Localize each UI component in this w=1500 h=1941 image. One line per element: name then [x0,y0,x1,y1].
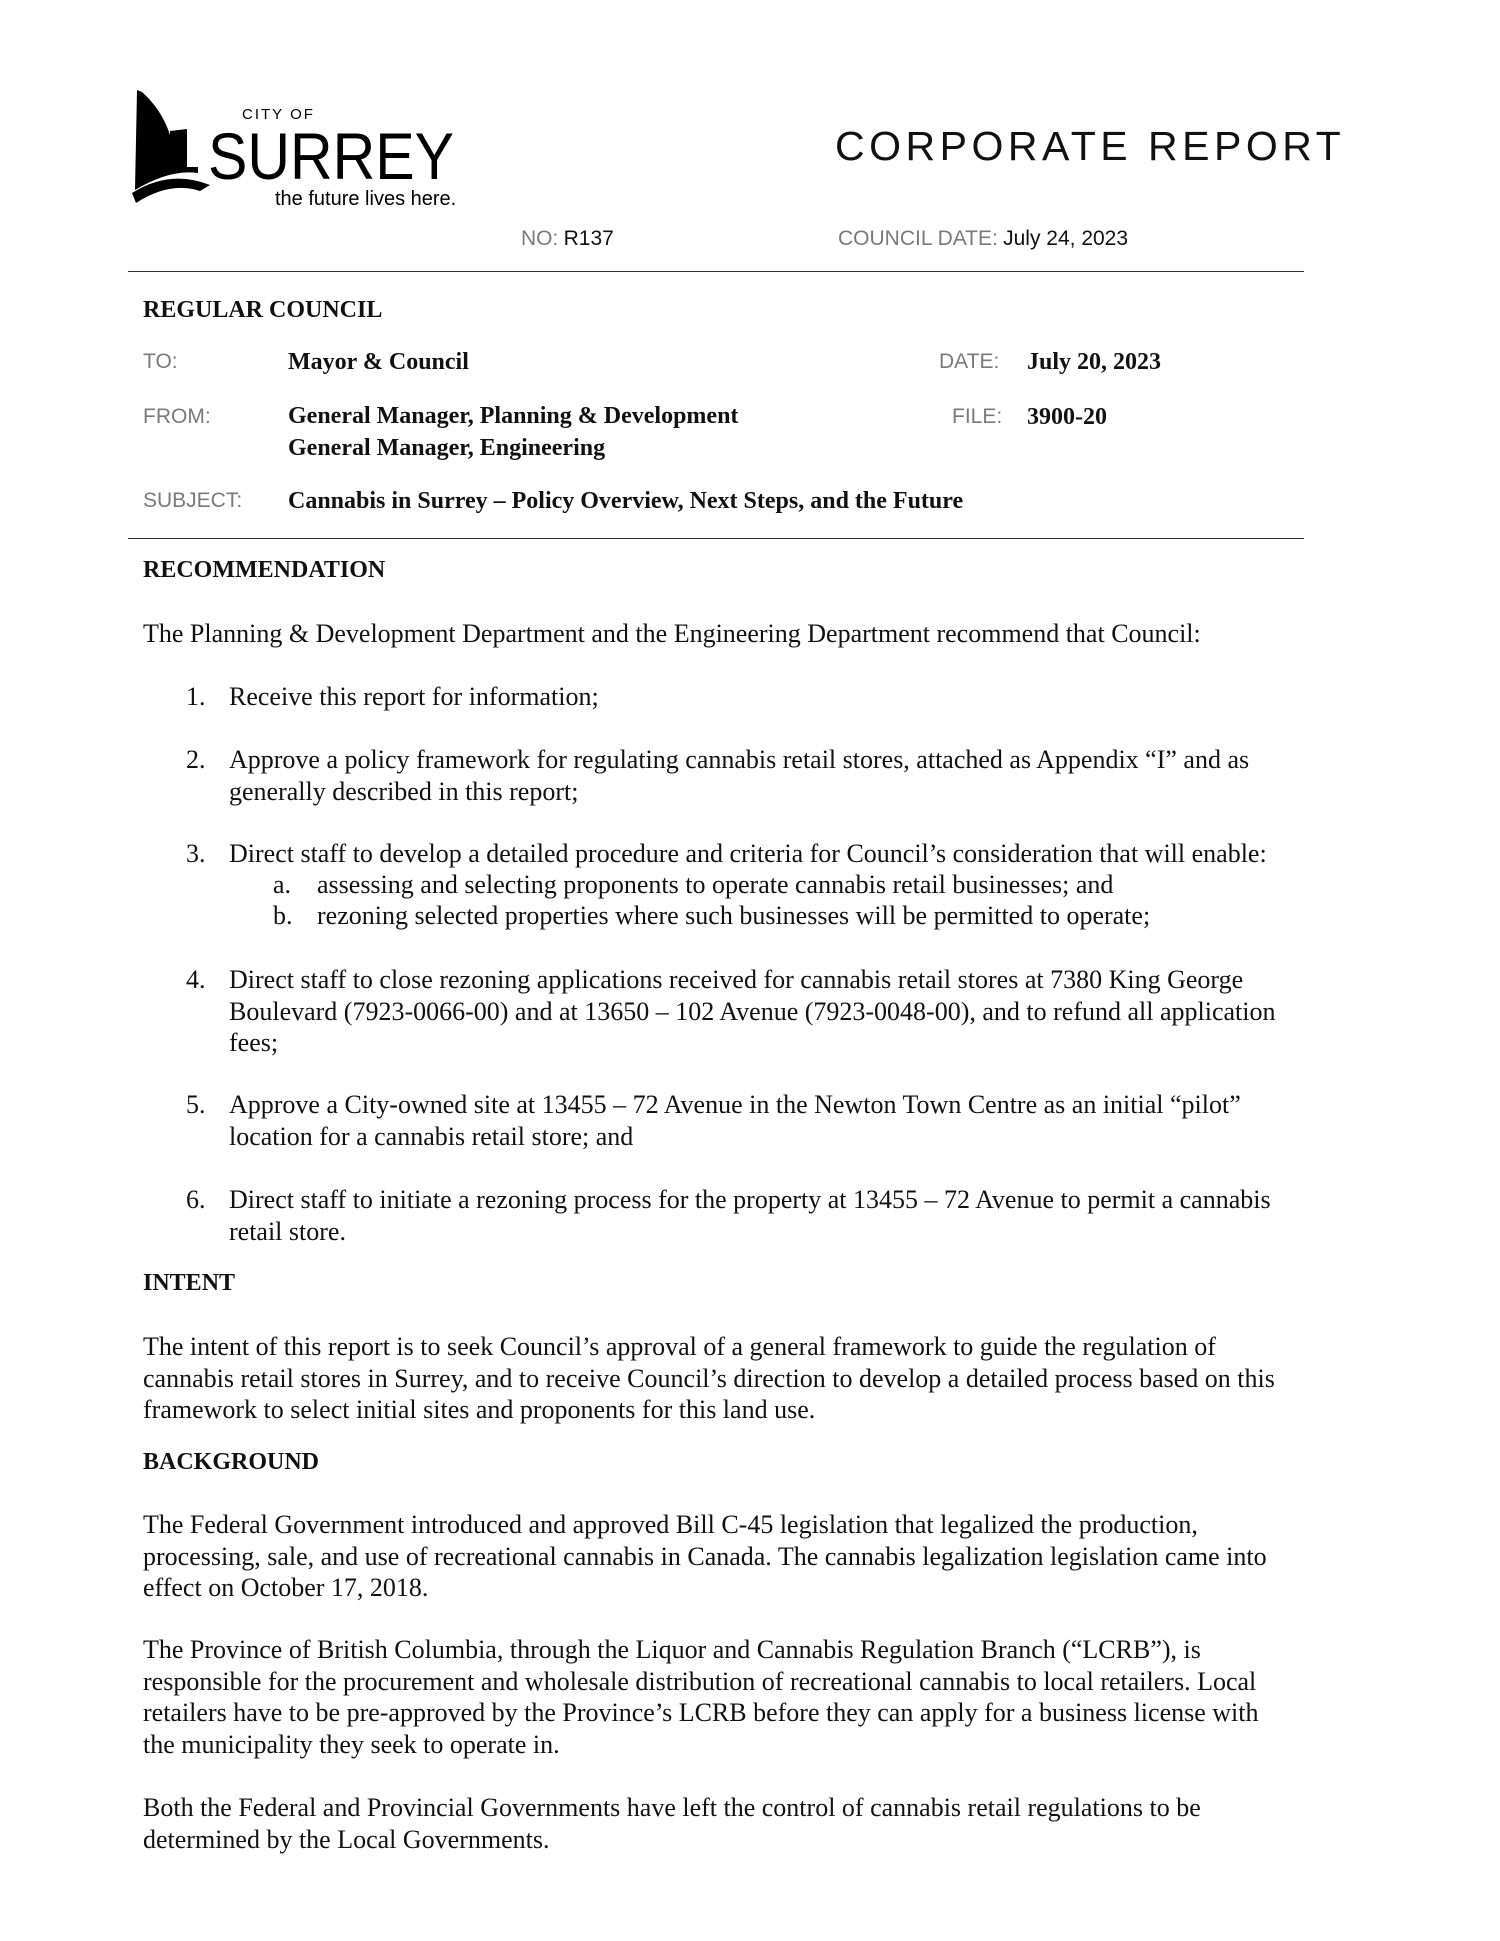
to-label: TO: [143,350,178,373]
paragraph-line: Both the Federal and Provincial Governments have left the control of cannabis retail regulations to be [143,1793,1201,1822]
item-line: Boulevard (7923-0066-00) and at 13650 – 102 Avenue (7923-0048-00), and to refund all application [229,996,1276,1026]
background-paragraph [143,1509,1267,1604]
item-line: location for a cannabis retail store; and [229,1121,634,1151]
recommendation-intro: The Planning & Development Department and the Engineering Department recommend that Council: [143,619,1201,648]
council-date-label: COUNCIL DATE: [838,227,998,250]
subitem-text: assessing and selecting proponents to operate cannabis retail businesses; and [317,870,1114,899]
paragraph-line: The intent of this report is to seek Council’s approval of a general framework to guide the regulation of [143,1332,1216,1361]
item-number: 2. [186,745,206,774]
paragraph-line: the municipality they seek to operate in. [143,1729,560,1759]
report-title: CORPORATE REPORT [835,123,1346,169]
recommendation-item [229,681,599,713]
subitem-text: rezoning selected properties where such businesses will be permitted to operate; [317,901,1151,930]
from-line: General Manager, Engineering [288,434,606,461]
subitem-letter: a. [273,870,292,899]
paragraph-line: retailers have to be pre-approved by the Province’s LCRB before they can apply for a business license with [143,1698,1259,1728]
logo-name: SURREY [208,119,454,193]
recommendation-item [229,838,1267,870]
sail-buildings-icon [130,85,460,210]
date-label: DATE: [939,350,1000,373]
item-line: retail store. [229,1216,346,1246]
paragraph-line: processing, sale, and use of recreational cannabis in Canada. The cannabis legalization legislation came into [143,1541,1267,1571]
header-divider [128,271,1304,272]
subitem-letter: b. [273,901,293,930]
paragraph-line: framework to select initial sites and proponents for this land use. [143,1395,816,1425]
recommendation-item [229,744,1249,807]
city-of-surrey-logo [130,85,460,210]
item-line: fees; [229,1028,279,1058]
intent-heading: INTENT [143,1270,236,1296]
item-line: generally described in this report; [229,776,579,806]
item-line: Approve a City-owned site at 13455 – 72 Avenue in the Newton Town Centre as an initial “pilot” [229,1090,1241,1119]
logo-tagline: the future lives here. [275,188,457,210]
report-number [521,223,614,255]
fields-divider [128,538,1304,539]
paragraph-line: The Federal Government introduced and approved Bill C-45 legislation that legalized the production, [143,1510,1198,1539]
subject-label: SUBJECT: [143,489,243,512]
paragraph-line: responsible for the procurement and wholesale distribution of recreational cannabis to local retailers. Local [143,1666,1257,1696]
paragraph-line: cannabis retail stores in Surrey, and to receive Council’s direction to develop a detailed process based on this [143,1363,1275,1393]
to-value: Mayor & Council [288,349,469,375]
file-label: FILE: [952,405,1003,428]
item-number: 3. [186,839,206,868]
logo-city-of: CITY OF [242,106,315,123]
item-number: 1. [186,682,206,711]
item-line: Direct staff to close rezoning applications received for cannabis retail stores at 7380 King George [229,965,1244,994]
recommendation-item [229,1184,1271,1247]
council-date [838,223,1128,255]
recommendation-item [229,964,1276,1059]
item-number: 5. [186,1090,206,1119]
paragraph-line: The Province of British Columbia, through the Liquor and Cannabis Regulation Branch (“LCRB”), is [143,1635,1201,1664]
date-value: July 20, 2023 [1027,349,1162,375]
intent-paragraph [143,1331,1275,1426]
item-line: Receive this report for information; [229,682,599,711]
item-line: Direct staff to develop a detailed procedure and criteria for Council’s consideration that will enable: [229,839,1267,868]
item-line: Approve a policy framework for regulating cannabis retail stores, attached as Appendix “I” and as [229,745,1250,774]
item-number: 6. [186,1185,206,1214]
report-number-value: R137 [563,227,614,250]
from-line: General Manager, Planning & Development [288,403,739,429]
paragraph-line: effect on October 17, 2018. [143,1573,429,1603]
council-date-value: July 24, 2023 [1003,227,1129,250]
from-label: FROM: [143,405,211,428]
background-paragraph [143,1792,1201,1855]
file-value: 3900-20 [1027,404,1107,430]
meeting-type: REGULAR COUNCIL [143,297,383,323]
background-heading: BACKGROUND [143,1449,320,1475]
subject-value: Cannabis in Surrey – Policy Overview, Next Steps, and the Future [288,488,964,514]
recommendation-item [229,1089,1241,1152]
from-value [288,401,738,464]
item-line: Direct staff to initiate a rezoning process for the property at 13455 – 72 Avenue to permit a cannabis [229,1185,1271,1214]
paragraph-line: determined by the Local Governments. [143,1824,550,1854]
report-number-label: NO: [521,227,559,250]
background-paragraph [143,1634,1259,1760]
item-number: 4. [186,965,206,994]
recommendation-heading: RECOMMENDATION [143,557,386,583]
